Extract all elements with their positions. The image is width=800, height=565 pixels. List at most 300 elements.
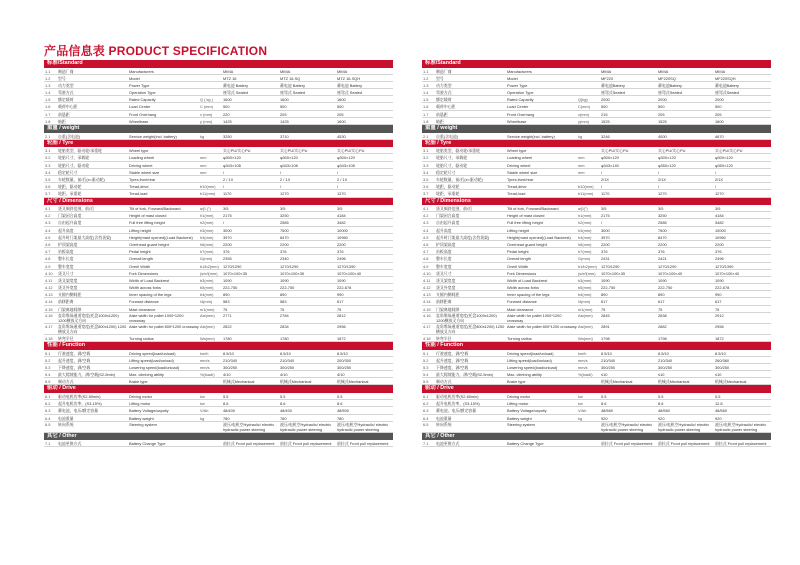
- row-number: 4.11: [423, 277, 431, 283]
- value-cell: 1872: [337, 335, 346, 341]
- row-number: 1.6: [423, 104, 429, 110]
- row-number: 4.14: [45, 299, 53, 305]
- value-cell: 4/10: [337, 372, 345, 378]
- row-number: 1.5: [423, 97, 429, 103]
- unit-cell: Ast(mm): [578, 323, 593, 329]
- unit-cell: [199, 440, 222, 446]
- value-cell: 4530: [337, 133, 346, 139]
- row-number: 4.9: [423, 263, 429, 269]
- value-cell: 4670: [715, 133, 724, 139]
- value-cell: 205: [337, 111, 344, 117]
- param-name-en: Wheelbase: [129, 118, 149, 124]
- row-number: 6.5: [423, 421, 429, 427]
- value-cell: 3/5: [658, 206, 664, 211]
- row-number: 6.2: [423, 401, 429, 407]
- unit-cell: %(load/): [578, 372, 593, 378]
- table-row: [422, 440, 771, 447]
- row-number: 2.1: [45, 133, 51, 139]
- param-name-en: Battery Voltage/capcity: [507, 408, 547, 414]
- param-name-en: Overll Width: [129, 263, 151, 269]
- param-name-cn: 额定载荷: [58, 97, 74, 103]
- param-name-cn: 电池更换方式: [58, 441, 82, 447]
- table-row: [44, 133, 393, 140]
- value-cell: 1090: [601, 277, 610, 283]
- row-number: 7.1: [423, 441, 429, 447]
- value-cell: 2834: [280, 323, 289, 329]
- param-name-en: Tread,drive: [129, 184, 149, 190]
- table-row: [422, 393, 771, 400]
- row-number: 4.3: [45, 220, 51, 226]
- param-name-cn: 制造厂商: [436, 68, 452, 74]
- value-cell: 3250: [658, 213, 667, 219]
- unit-cell: h1(mm): [200, 213, 214, 219]
- value-cell: 500: [337, 104, 344, 110]
- param-name-en: Mast clearance: [507, 306, 534, 312]
- unit-cell: y(mm): [578, 118, 590, 124]
- param-name-en: Height(mast opened)(Load Backrest): [507, 234, 571, 240]
- value-cell: MIMA: [658, 68, 669, 74]
- value-cell: 座驾式 Seated: [280, 90, 306, 96]
- param-name-en: Tilt of fork, Forward/Backward: [507, 206, 559, 211]
- param-name-en: Tread,drive: [507, 184, 527, 190]
- param-name-cn: 轴距: [436, 118, 444, 124]
- row-number: 6.4: [423, 415, 429, 421]
- param-name-cn: 轮胎尺寸，承载轮: [58, 155, 90, 161]
- value-cell: 液压/电机空Hydraulic/ electric hydraulic power steering: [715, 421, 767, 432]
- value-cell: 1270: [280, 191, 289, 197]
- table-row: [422, 357, 771, 364]
- value-cell: 1525: [601, 118, 610, 124]
- unit-cell: [577, 440, 600, 446]
- value-cell: 1090: [715, 277, 724, 283]
- param-name-en: Lifting speed(load/unload): [129, 357, 174, 363]
- row-number: 4.16: [423, 312, 431, 318]
- unit-cell: [577, 68, 600, 74]
- value-cell: 617: [658, 299, 665, 305]
- param-name-cn: 驱动电机功率(S2-60min): [436, 393, 479, 399]
- table-row: [422, 407, 771, 414]
- value-cell: 蓄电池Battery: [658, 82, 682, 88]
- value-cell: 583: [280, 299, 287, 305]
- row-number: 4.5: [45, 234, 51, 240]
- param-name-en: Battery weight: [507, 415, 532, 421]
- unit-cell: h7(mm): [578, 249, 592, 255]
- value-cell: 4000: [658, 133, 667, 139]
- unit-cell: h4(mm): [578, 234, 592, 240]
- value-cell: 500: [280, 104, 287, 110]
- row-number: 4.12: [45, 285, 53, 291]
- unit-cell: mm: [578, 162, 585, 168]
- value-cell: 376: [658, 249, 665, 255]
- value-cell: 205: [280, 111, 287, 117]
- param-name-cn: 起升时门架最大高度(含挡货架): [58, 234, 112, 240]
- value-cell: 920: [658, 415, 665, 421]
- param-name-cn: 门架离地间隙: [58, 306, 82, 312]
- param-name-en: Tread,load: [129, 191, 148, 197]
- unit-cell: [577, 75, 600, 81]
- value-cell: 780: [223, 415, 230, 421]
- spec-table-right: [422, 60, 771, 447]
- value-cell: 8.5/10: [223, 350, 234, 356]
- value-cell: 8.5/10: [280, 350, 291, 356]
- param-name-en: Tyres,front/rear: [507, 176, 534, 182]
- unit-cell: kg: [200, 415, 205, 421]
- row-number: 4.16: [45, 312, 53, 318]
- value-cell: 48/560: [715, 408, 727, 414]
- value-cell: 376: [601, 249, 608, 255]
- value-cell: 实心PU/实心PU: [658, 148, 686, 154]
- unit-cell: [199, 89, 222, 95]
- param-name-en: Operation Type: [507, 90, 534, 96]
- unit-cell: b11(mm): [578, 191, 594, 197]
- param-name-cn: 货叉外宽度: [436, 285, 456, 291]
- table-row: [422, 313, 771, 324]
- param-name-cn: 直角堆垛通道宽度(托盘1000x1200) 1200横放叉方向: [58, 312, 119, 323]
- row-number: 1.3: [423, 82, 429, 88]
- unit-cell: C (mm): [200, 104, 213, 110]
- table-row: [422, 364, 771, 371]
- table-row: [422, 68, 771, 75]
- param-name-en: Loading wheel: [129, 155, 155, 161]
- table-row: [44, 350, 393, 357]
- value-cell: MIMA: [280, 68, 291, 74]
- table-row: [422, 415, 771, 422]
- value-cell: 780: [280, 415, 287, 421]
- value-cell: 液压/电机空Hydraulic/ electric hydraulic power steering: [658, 421, 710, 432]
- value-cell: 5.5: [715, 393, 721, 399]
- value-cell: 1090: [337, 277, 346, 283]
- param-name-cn: 载荷中心距: [436, 104, 456, 110]
- unit-cell: mm/s: [200, 357, 210, 363]
- section-header: 轮胎 / Tyre: [422, 140, 771, 148]
- unit-cell: h7(mm): [200, 249, 214, 255]
- value-cell: 5.5: [280, 393, 286, 399]
- param-name-en: Fork Dimensions: [129, 270, 159, 276]
- param-name-cn: 起升高度: [58, 227, 74, 233]
- value-cell: 2000: [715, 97, 724, 103]
- table-row: [44, 169, 393, 176]
- section-header: 轮胎 / Tyre: [44, 140, 393, 148]
- param-name-cn: 起升电机功率，(S3-15%): [58, 401, 102, 407]
- unit-cell: Ast(mm): [200, 312, 215, 318]
- table-row: [44, 219, 393, 226]
- value-cell: 300/250: [601, 364, 616, 370]
- row-number: 4.1: [423, 206, 429, 211]
- unit-cell: kw: [578, 401, 583, 407]
- param-name-cn: 前移距离: [436, 299, 452, 305]
- value-cell: 8.6: [601, 401, 607, 407]
- value-cell: 1798: [658, 335, 667, 341]
- param-name-en: Steering system: [129, 421, 157, 427]
- unit-cell: b10(mm): [200, 184, 216, 190]
- unit-cell: x (mm): [200, 111, 213, 117]
- param-name-en: Service weight(incl. battery): [129, 133, 177, 139]
- value-cell: 617: [715, 299, 722, 305]
- value-cell: 1070×100×40: [715, 270, 740, 276]
- value-cell: 990: [715, 292, 722, 298]
- unit-cell: [577, 422, 600, 432]
- unit-cell: km/h: [200, 350, 209, 356]
- value-cell: 1425: [223, 118, 232, 124]
- value-cell: 4/10: [280, 372, 288, 378]
- param-name-en: Wheelbase: [507, 118, 527, 124]
- unit-cell: mm/s: [578, 364, 588, 370]
- unit-cell: l4(mm): [578, 299, 591, 305]
- param-name-en: Rated Capacity: [129, 97, 156, 103]
- table-row: [44, 190, 393, 197]
- value-cell: 990: [337, 292, 344, 298]
- table-row: [422, 82, 771, 89]
- param-name-cn: 轮距，驱动轮: [58, 184, 82, 190]
- value-cell: 3000: [223, 227, 232, 233]
- value-cell: 1270: [715, 191, 724, 197]
- value-cell: φ300×120: [601, 155, 619, 161]
- unit-cell: α/β (°): [200, 206, 211, 211]
- value-cell: 前拉式 Front pull replacement: [223, 441, 275, 447]
- param-name-en: Driving speed(load/unload): [507, 350, 554, 356]
- param-name-en: Overhead guard height: [129, 241, 169, 247]
- row-number: 3.6: [45, 184, 51, 190]
- value-cell: /: [337, 184, 339, 190]
- row-number: 6.3: [423, 408, 429, 414]
- value-cell: φ300×120: [280, 155, 298, 161]
- unit-cell: mm/s: [200, 364, 210, 370]
- param-name-en: Inner spacing of the legs: [129, 292, 172, 298]
- unit-cell: Q ( kg ): [200, 97, 213, 103]
- value-cell: 3000: [601, 227, 610, 233]
- value-cell: 机械式Mechanical: [601, 379, 633, 385]
- table-row: [422, 255, 771, 262]
- param-name-cn: 下降速度，满/空载: [436, 364, 469, 370]
- row-number: 4.1: [45, 206, 51, 211]
- value-cell: 2000: [658, 97, 667, 103]
- param-name-cn: 轮胎类型，驱动轮/承重轮: [58, 148, 102, 154]
- table-row: [44, 111, 393, 118]
- value-cell: 1090: [223, 277, 232, 283]
- value-cell: 8.5/10: [658, 350, 669, 356]
- row-number: 1.1: [423, 68, 429, 74]
- row-number: 4.13: [45, 292, 53, 298]
- unit-cell: l1(mm): [578, 256, 591, 262]
- value-cell: 222-750: [658, 285, 673, 291]
- value-cell: 前拉式 Front pull replacement: [280, 441, 332, 447]
- value-cell: 500: [715, 104, 722, 110]
- param-name-en: Tread,load: [507, 191, 526, 197]
- value-cell: 617: [601, 299, 608, 305]
- row-number: 1.8: [45, 118, 51, 124]
- value-cell: 2496: [337, 256, 346, 262]
- value-cell: 3/5: [337, 206, 343, 211]
- value-cell: 1270/1390: [715, 263, 734, 269]
- param-name-en: Forward distance: [507, 299, 537, 305]
- value-cell: 8.6: [658, 401, 664, 407]
- unit-cell: mm: [200, 162, 207, 168]
- value-cell: 3246: [601, 133, 610, 139]
- param-name-en: Manufacturers: [129, 68, 154, 74]
- value-cell: 前拉式 Front pull replacement: [715, 441, 767, 447]
- table-row: [422, 96, 771, 103]
- table-row: [422, 111, 771, 118]
- value-cell: 2838: [658, 312, 667, 318]
- value-cell: /: [223, 220, 225, 226]
- row-number: 1.6: [45, 104, 51, 110]
- value-cell: 48/400: [223, 408, 235, 414]
- value-cell: 1600: [280, 97, 289, 103]
- unit-cell: Ast(mm): [578, 312, 593, 318]
- param-name-cn: 轮胎尺寸，驱动轮: [436, 162, 468, 168]
- section-header: 性能 / Function: [422, 342, 771, 350]
- row-number: 4.15: [423, 306, 431, 312]
- table-row: [44, 422, 393, 433]
- value-cell: /: [601, 184, 603, 190]
- table-row: [44, 176, 393, 183]
- value-cell: 4/10: [223, 372, 231, 378]
- param-name-cn: 门架离地间隙: [436, 306, 460, 312]
- table-row: [422, 75, 771, 82]
- param-name-cn: 起升电机功率，(S3-15%): [436, 401, 480, 407]
- value-cell: 205: [715, 111, 722, 117]
- value-cell: 300/250: [337, 364, 352, 370]
- unit-cell: mm: [578, 169, 585, 175]
- value-cell: 75: [280, 306, 285, 312]
- unit-cell: h3(mm): [200, 227, 214, 233]
- value-cell: 3970: [223, 234, 232, 240]
- value-cell: MIMA: [223, 68, 234, 74]
- value-cell: 8470: [280, 234, 289, 240]
- value-cell: 2/1X: [658, 176, 667, 182]
- value-cell: 蓄电池Battery: [601, 82, 625, 88]
- value-cell: 实心PU/实心PU: [337, 148, 365, 154]
- value-cell: 300/250: [223, 364, 238, 370]
- row-number: 4.4: [423, 227, 429, 233]
- value-cell: 10000: [337, 227, 348, 233]
- param-name-en: Lifting motor: [129, 401, 151, 407]
- row-number: 4.8: [45, 256, 51, 262]
- row-number: 4.5: [423, 234, 429, 240]
- param-name-cn: 门架闭合高度: [58, 213, 82, 219]
- table-row: [44, 335, 393, 342]
- param-name-en: Lowering speed(load/unload): [129, 364, 180, 370]
- param-name-cn: 蓄电池，电压/额定容量: [58, 408, 98, 414]
- param-name-cn: 驾驶方式: [58, 90, 74, 96]
- unit-cell: h2(mm): [578, 220, 592, 226]
- param-name-en: Full free lifting height: [129, 220, 165, 226]
- value-cell: 实心PU/实心PU: [223, 148, 251, 154]
- value-cell: 液压/电机空Hydraulic/ electric hydraulic power steering: [223, 421, 275, 432]
- table-row: [44, 118, 393, 125]
- value-cell: 2355: [223, 256, 232, 262]
- table-row: [422, 89, 771, 96]
- unit-cell: h2(mm): [200, 220, 214, 226]
- param-name-cn: 起升时门架最大高度(含挡货架): [436, 234, 490, 240]
- value-cell: 蓄电池 Battery: [223, 82, 249, 88]
- param-name-cn: 电池更换方式: [436, 441, 460, 447]
- row-number: 4.10: [45, 270, 53, 276]
- value-cell: 2340: [280, 256, 289, 262]
- value-cell: φ350×120: [658, 162, 676, 168]
- row-number: 4.12: [423, 285, 431, 291]
- value-cell: 376: [223, 249, 230, 255]
- unit-cell: km/h: [578, 350, 587, 356]
- value-cell: 890: [223, 292, 230, 298]
- value-cell: 2175: [601, 213, 610, 219]
- param-name-en: Driving wheel: [129, 162, 153, 168]
- unit-cell: [577, 176, 600, 182]
- row-number: 4.7: [45, 249, 51, 255]
- param-name-cn: 自由起升高度: [436, 220, 460, 226]
- value-cell: /: [280, 184, 282, 190]
- value-cell: 1090: [658, 277, 667, 283]
- unit-cell: b1/b2(mm): [200, 263, 219, 269]
- unit-cell: α/β(°): [578, 206, 588, 211]
- value-cell: 75: [715, 306, 720, 312]
- value-cell: 1600: [337, 118, 346, 124]
- value-cell: 5.5: [658, 393, 664, 399]
- table-row: [422, 400, 771, 407]
- value-cell: 2200: [658, 241, 667, 247]
- value-cell: 8.5/10: [715, 350, 726, 356]
- value-cell: 2882: [658, 323, 667, 329]
- value-cell: 75: [658, 306, 663, 312]
- value-cell: 10960: [337, 234, 348, 240]
- table-row: [422, 306, 771, 313]
- unit-cell: m1(mm): [200, 306, 215, 312]
- table-row: [422, 350, 771, 357]
- value-cell: 2956: [337, 323, 346, 329]
- row-number: 1.4: [45, 90, 51, 96]
- value-cell: 2431: [601, 256, 610, 262]
- table-row: [422, 234, 771, 241]
- table-row: [44, 324, 393, 335]
- value-cell: 机械式Mechanical: [715, 379, 747, 385]
- param-name-cn: 整车宽度: [58, 263, 74, 269]
- param-name-en: Battery Change Type: [129, 441, 166, 447]
- row-number: 5.1: [423, 350, 429, 356]
- value-cell: 2771: [223, 312, 232, 318]
- value-cell: /: [337, 169, 339, 175]
- param-name-en: Service weight(incl. battery): [507, 133, 555, 139]
- param-name-cn: 转弯半径: [58, 335, 74, 341]
- value-cell: φ300×120: [715, 155, 733, 161]
- value-cell: 1070×100×35: [601, 270, 626, 276]
- unit-cell: %(load/): [200, 372, 215, 378]
- value-cell: 前拉式 Front pull replacement: [337, 441, 389, 447]
- row-number: 5.3: [45, 364, 51, 370]
- param-name-en: Driving motor: [129, 393, 153, 399]
- param-name-en: Steering system: [507, 421, 535, 427]
- param-name-en: Wheel type: [507, 148, 527, 154]
- param-name-cn: 转向系统: [436, 421, 452, 427]
- table-row: [422, 190, 771, 197]
- unit-cell: kw: [200, 401, 205, 407]
- value-cell: 2000: [601, 97, 610, 103]
- param-name-cn: 货叉架宽度: [58, 277, 78, 283]
- table-row: [44, 68, 393, 75]
- unit-cell: [199, 176, 222, 182]
- value-cell: 2200: [715, 241, 724, 247]
- value-cell: /: [658, 184, 660, 190]
- section-header: 标准/Standard: [44, 60, 393, 68]
- param-name-en: Model: [507, 75, 518, 81]
- param-name-cn: 动力类型: [58, 82, 74, 88]
- value-cell: 3250: [223, 133, 232, 139]
- param-name-cn: 自重(含电池): [58, 133, 81, 139]
- table-row: [422, 284, 771, 291]
- value-cell: 3970: [601, 234, 610, 240]
- row-number: 4.17: [45, 323, 53, 329]
- value-cell: 210/340: [223, 357, 238, 363]
- param-name-en: Width of Load Backrest: [507, 277, 548, 283]
